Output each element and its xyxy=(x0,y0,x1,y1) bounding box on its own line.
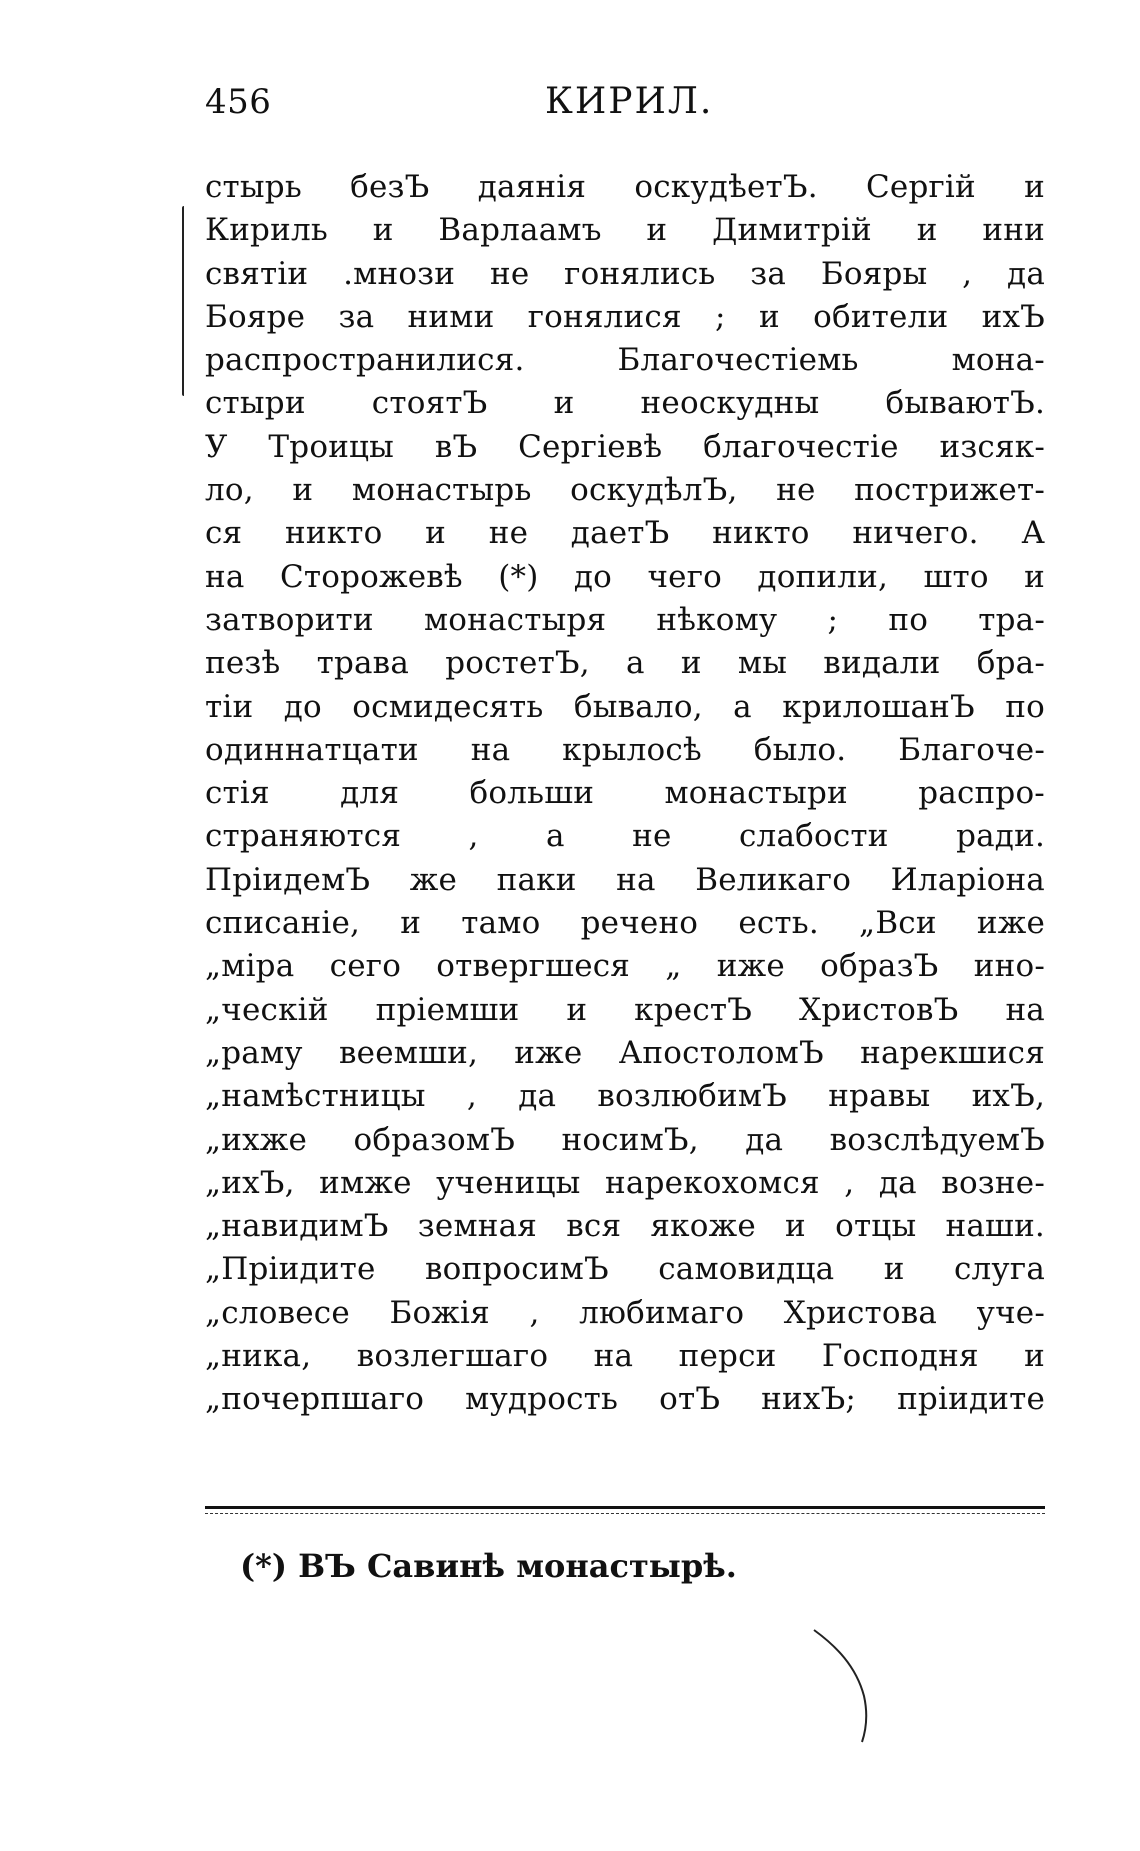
text-line: распространилися. Благочестіемь мона- xyxy=(205,342,1045,379)
text-line: тіи до осмидесять бывало, а крилошанЪ по xyxy=(205,688,1045,725)
text-line: „Пріидите вопросимЪ самовидца и слуга xyxy=(205,1251,1045,1288)
running-title: КИРИЛ. xyxy=(545,81,714,122)
text-line: У Троицы вЪ Сергіевѣ благочестіе изсяк- xyxy=(205,428,1045,465)
text-line: „ника, возлегшаго на перси Господня и xyxy=(205,1338,1045,1375)
text-line: „раму веемши, иже АпостоломЪ нарекшися xyxy=(205,1034,1045,1071)
text-line: „навидимЪ земная вся якоже и отцы наши. xyxy=(205,1208,1045,1245)
text-line: страняются , а не слабости ради. xyxy=(205,818,1045,855)
text-line: ся никто и не даетЪ никто ничего. А xyxy=(205,515,1045,552)
text-line: Кириль и Варлаамъ и Димитрій и ини xyxy=(205,212,1045,249)
main-text xyxy=(205,166,1045,1422)
footnote-divider xyxy=(205,1506,1045,1516)
text-line: ло, и монастырь оскудѣлЪ, не пострижет- xyxy=(205,472,1045,509)
footnote-rule-thin xyxy=(205,1513,1045,1514)
text-line: списаніе, и тамо речено есть. „Вси иже xyxy=(205,905,1045,942)
text-line: стія для больши монастыри распро- xyxy=(205,775,1045,812)
page-number: 456 xyxy=(205,82,272,122)
text-line: затворити монастыря нѣкому ; по тра- xyxy=(205,601,1045,638)
footnote: (*) ВЪ Савинѣ монастырѣ. xyxy=(240,1547,737,1585)
text-line: „ихЪ, имже ученицы нарекохомся , да возне- xyxy=(205,1164,1045,1201)
text-line: „міра сего отвергшеся „ иже образЪ ино- xyxy=(205,948,1045,985)
page-header xyxy=(205,82,725,132)
text-line: Бояре за ними гонялися ; и обители ихЪ xyxy=(205,298,1045,335)
text-line: пезѣ трава ростетЪ, а и мы видали бра- xyxy=(205,645,1045,682)
text-line: святіи .мнози не гонялись за Бояры , да xyxy=(205,255,1045,292)
text-line: „ческій пріемши и крестЪ ХристовЪ на xyxy=(205,991,1045,1028)
text-line: одиннатцати на крылосѣ было. Благоче- xyxy=(205,731,1045,768)
text-line: „намѣстницы , да возлюбимЪ нравы ихЪ, xyxy=(205,1078,1045,1115)
text-line: стырь безЪ даянія оскудѣетЪ. Сергій и xyxy=(205,169,1045,205)
text-line: на Сторожевѣ (*) до чего допили, што и xyxy=(205,558,1045,595)
margin-bracket-mark xyxy=(182,206,192,396)
text-line: „почерпшаго мудрость отЪ нихЪ; пріидите xyxy=(205,1381,1045,1418)
text-line: „словесе Божія , любимаго Христова уче- xyxy=(205,1294,1045,1331)
footnote-rule-thick xyxy=(205,1506,1045,1509)
text-line: „ихже образомЪ носимЪ, да возслѣдуемЪ xyxy=(205,1121,1045,1158)
text-line: ПріидемЪ же паки на Великаго Иларіона xyxy=(205,861,1045,898)
text-line: стыри стоятЪ и неоскудны бываютЪ. xyxy=(205,385,1045,422)
pen-stroke-mark xyxy=(806,1626,886,1746)
